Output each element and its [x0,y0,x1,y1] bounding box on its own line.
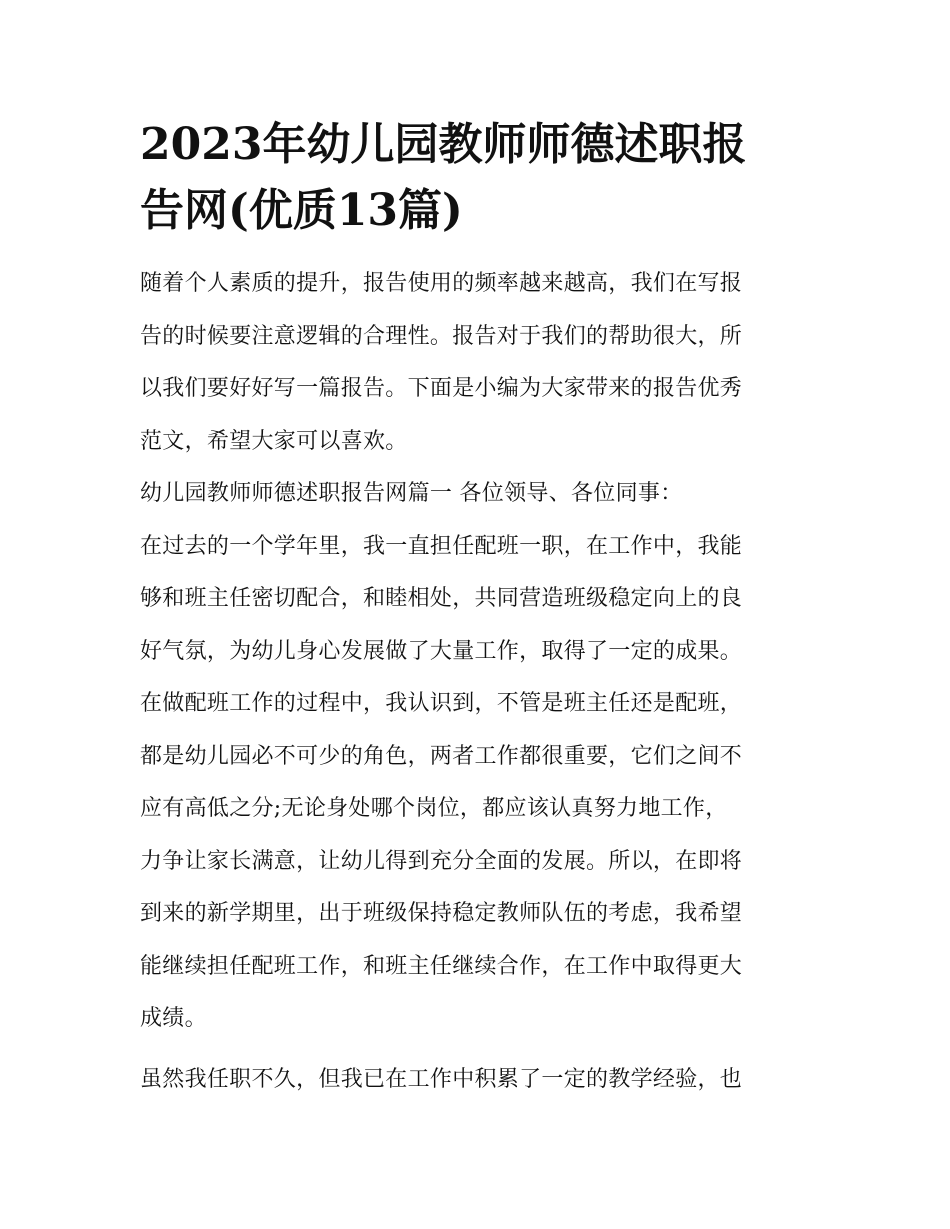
text-line: 都是幼儿园必不可少的角色，两者工作都很重要，它们之间不 [140,743,743,769]
intro-paragraph [140,258,816,468]
paragraph-spacer [140,1046,816,1054]
text-line: 告的时候要注意逻辑的合理性。报告对于我们的帮助很大，所 [140,323,743,349]
document-page [140,112,816,1106]
paragraph-1 [140,521,816,1046]
text-line: 在做配班工作的过程中，我认识到，不管是班主任还是配班， [140,691,743,716]
text-line: 够和班主任密切配合，和睦相处，共同营造班级稳定向上的良 [140,586,743,611]
text-line: 到来的新学期里，出于班级保持稳定教师队伍的考虑，我希望 [140,901,743,926]
text-line: 在过去的一个学年里，我一直担任配班一职，在工作中，我能 [140,533,743,559]
text-line: 以我们要好好写一篇报告。下面是小编为大家带来的报告优秀 [140,376,743,401]
paragraph-2 [140,1054,816,1107]
title-line: 2023年幼儿园教师师德述职报 [140,119,747,170]
section-heading: 幼儿园教师师德述职报告网篇一 各位领导、各位同事： [140,481,683,506]
document-title [140,112,816,244]
text-line: 随着个人素质的提升，报告使用的频率越来越高，我们在写报 [140,271,743,296]
text-line: 好气氛，为幼儿身心发展做了大量工作，取得了一定的成果。 [140,638,743,664]
document-body [140,258,816,1106]
text-line: 能继续担任配班工作，和班主任继续合作，在工作中取得更大 [140,953,743,979]
title-line: 告网(优质13篇) [140,185,463,236]
text-line: 范文，希望大家可以喜欢。 [140,428,408,454]
text-line: 虽然我任职不久，但我已在工作中积累了一定的教学经验，也 [140,1066,743,1092]
text-line: 应有高低之分;无论身处哪个岗位，都应该认真努力地工作， [140,796,728,821]
text-line: 成绩。 [140,1006,207,1031]
text-line: 力争让家长满意，让幼儿得到充分全面的发展。所以，在即将 [140,848,743,874]
